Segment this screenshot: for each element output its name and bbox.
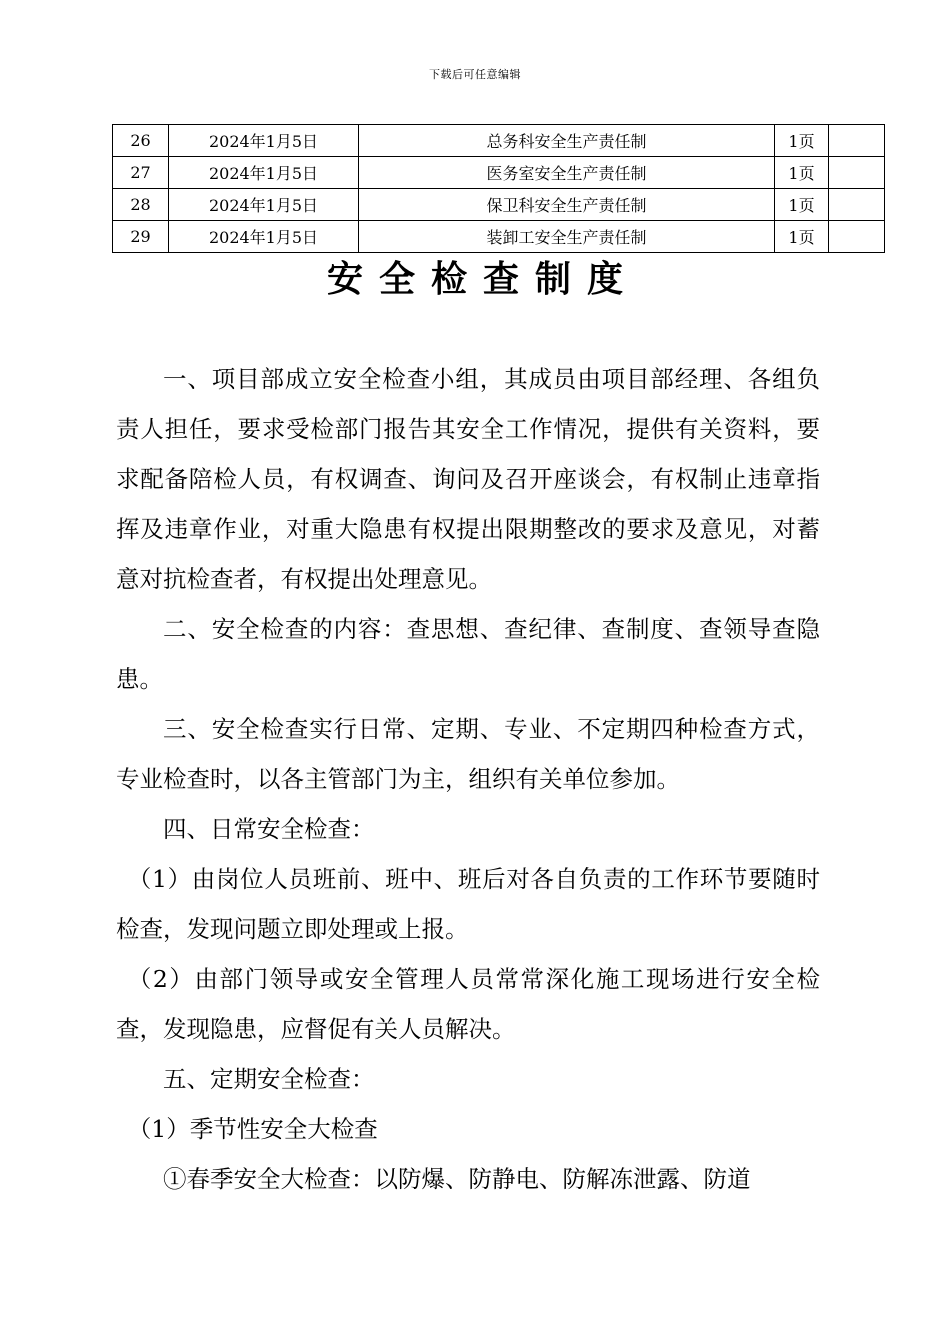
row-blank	[829, 221, 885, 253]
row-number: 26	[113, 125, 169, 157]
row-pages: 1页	[775, 221, 829, 253]
records-table	[112, 124, 885, 253]
row-date: 2024年1月5日	[169, 189, 359, 221]
row-blank	[829, 125, 885, 157]
document-body	[116, 354, 820, 1204]
paragraph: 四、日常安全检查：	[163, 815, 375, 843]
paragraph: 五、定期安全检查：	[163, 1065, 375, 1093]
row-date: 2024年1月5日	[169, 221, 359, 253]
paragraph: （1）由岗位人员班前、班中、班后对各自负责的工作环节要随时检查，发现问题立即处理或上报。	[116, 865, 820, 943]
row-number: 27	[113, 157, 169, 189]
row-title: 装卸工安全生产责任制	[359, 221, 775, 253]
table-row	[113, 221, 885, 253]
paragraph: 三、安全检查实行日常、定期、专业、不定期四种检查方式，专业检查时，以各主管部门为主，组织有关单位参加。	[116, 715, 820, 793]
row-pages: 1页	[775, 125, 829, 157]
row-blank	[829, 157, 885, 189]
table-row	[113, 125, 885, 157]
row-number: 29	[113, 221, 169, 253]
document-title: 安全检查制度	[326, 258, 639, 300]
table-row	[113, 157, 885, 189]
paragraph: （1）季节性安全大检查	[127, 1115, 378, 1143]
row-number: 28	[113, 189, 169, 221]
paragraph: （2）由部门领导或安全管理人员常常深化施工现场进行安全检查，发现隐患，应督促有关人员解决。	[116, 965, 820, 1043]
header-note: 下载后可任意编辑	[429, 68, 521, 81]
row-title: 医务室安全生产责任制	[359, 157, 775, 189]
row-blank	[829, 189, 885, 221]
row-pages: 1页	[775, 157, 829, 189]
paragraph: ①春季安全大检查：以防爆、防静电、防解冻泄露、防道	[163, 1165, 751, 1193]
row-title: 保卫科安全生产责任制	[359, 189, 775, 221]
paragraph: 二、安全检查的内容：查思想、查纪律、查制度、查领导查隐患。	[116, 615, 820, 693]
row-title: 总务科安全生产责任制	[359, 125, 775, 157]
row-pages: 1页	[775, 189, 829, 221]
table-row	[113, 189, 885, 221]
paragraph: 一、项目部成立安全检查小组，其成员由项目部经理、各组负责人担任，要求受检部门报告其安全工作情况，提供有关资料，要求配备陪检人员，有权调查、询问及召开座谈会，有权制止违章指挥及违章作业，对重大隐患有权提出限期整改的要求及意见，对蓄意对抗检查者，有权提出处理意见。	[116, 365, 820, 593]
row-date: 2024年1月5日	[169, 125, 359, 157]
row-date: 2024年1月5日	[169, 157, 359, 189]
